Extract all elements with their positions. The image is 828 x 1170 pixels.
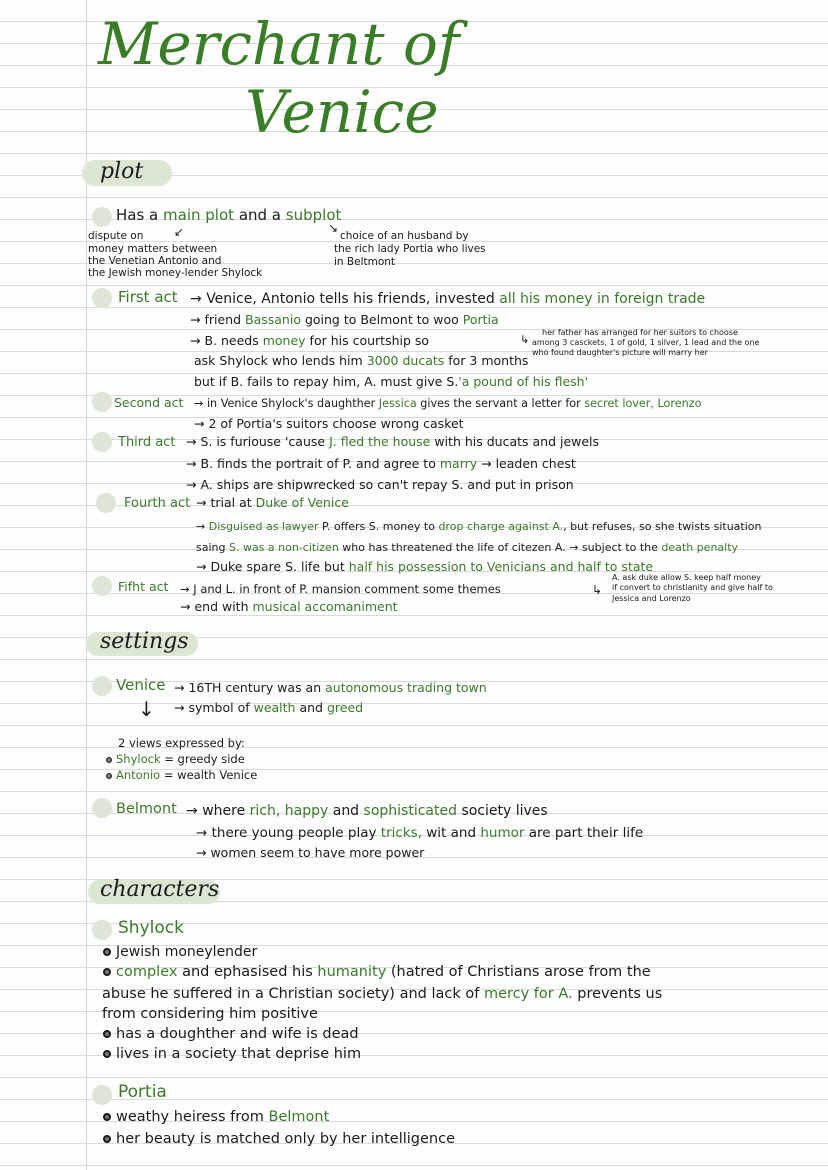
- bullet-circle: [92, 392, 112, 412]
- second-act-line-2: → 2 of Portia's suitors choose wrong casket: [194, 416, 464, 431]
- fifth-act-line-2: → end with musical accomaniment: [180, 599, 398, 614]
- portia-point-1: weathy heiress from Belmont: [116, 1109, 330, 1125]
- list-dot: [103, 968, 111, 976]
- bullet-circle: [92, 432, 112, 452]
- first-act-line-3: → B. needs money for his courtship so: [190, 333, 430, 348]
- fourth-act-note: if convert to christianity and give half to: [612, 583, 773, 592]
- arrow-down-left-icon: ↙: [174, 225, 185, 239]
- belmont-line-2: → there young people play tricks, wit and humor are part their life: [196, 825, 644, 841]
- views-label: 2 views expressed by:: [118, 736, 245, 750]
- list-dot: [103, 948, 111, 956]
- arrow-hook-icon: ↳: [592, 583, 603, 597]
- character-name-shylock: Shylock: [118, 918, 184, 938]
- fourth-act-line-2: → Disguised as lawyer P. offers S. money to drop charge against A., but refuses, so she twists situation: [196, 520, 762, 533]
- belmont-label: Belmont: [116, 801, 177, 817]
- venice-label: Venice: [116, 676, 166, 694]
- section-heading-characters: characters: [100, 877, 220, 902]
- first-act-label: First act: [118, 288, 178, 306]
- first-act-line-2: → friend Bassanio going to Belmont to woo Portia: [190, 312, 499, 327]
- bullet-circle: [96, 493, 116, 513]
- bullet-circle: [92, 1085, 112, 1105]
- first-act-note: who found daughter's picture will marry her: [532, 348, 708, 357]
- bullet-circle: [92, 676, 112, 696]
- view-antonio: Antonio = wealth Venice: [116, 768, 258, 782]
- choice-line: choice of an husband by: [340, 230, 469, 242]
- fifth-act-line-1: → J and L. in front of P. mansion comment some themes: [180, 582, 501, 596]
- bullet-circle: [92, 576, 112, 596]
- arrow-hook-icon: ↳: [520, 333, 530, 346]
- shylock-point-2-cont: abuse he suffered in a Christian society) and lack of mercy for A. prevents us: [102, 986, 663, 1002]
- belmont-line-3: → women seem to have more power: [196, 845, 425, 860]
- fourth-act-label: Fourth act: [124, 496, 191, 511]
- venice-line-2: → symbol of wealth and greed: [174, 700, 364, 715]
- page-title-line-1: Merchant of: [98, 10, 460, 78]
- list-dot: [103, 1113, 111, 1121]
- fifth-act-label: Fifht act: [118, 579, 169, 594]
- arrow-down-right-icon: ↘: [328, 221, 339, 235]
- third-act-line-3: → A. ships are shipwrecked so can't repay S. and put in prison: [186, 477, 574, 492]
- choice-line: in Beltmont: [334, 256, 396, 268]
- fourth-act-note: A. ask duke allow S. keep half money: [612, 573, 761, 582]
- third-act-line-2: → B. finds the portrait of P. and agree to marry → leaden chest: [186, 456, 576, 471]
- second-act-line-1: → in Venice Shylock's daughther Jessica gives the servant a letter for secret lover, Lorenzo: [194, 397, 702, 410]
- shylock-point-3: has a doughther and wife is dead: [116, 1026, 359, 1042]
- second-act-label: Second act: [114, 395, 184, 410]
- list-dot: [106, 757, 112, 763]
- dispute-line: the Jewish money-lender Shylock: [88, 267, 263, 279]
- dispute-line: money matters between: [88, 243, 218, 255]
- dispute-line: the Venetian Antonio and: [88, 255, 222, 267]
- shylock-point-2: complex and ephasised his humanity (hatred of Christians arose from the: [116, 964, 651, 980]
- bullet-circle: [92, 207, 112, 227]
- shylock-point-1: Jewish moneylender: [116, 944, 258, 960]
- bullet-circle: [92, 798, 112, 818]
- belmont-line-1: → where rich, happy and sophisticated society lives: [186, 803, 548, 819]
- list-dot: [103, 1135, 111, 1143]
- dispute-label: dispute on: [88, 230, 144, 242]
- view-shylock: Shylock = greedy side: [116, 752, 245, 766]
- bullet-circle: [92, 288, 112, 308]
- fourth-act-note: Jessica and Lorenzo: [612, 594, 691, 603]
- fourth-act-line-1: → trial at Duke of Venice: [196, 495, 349, 510]
- section-heading-plot: plot: [100, 159, 144, 184]
- list-dot: [103, 1050, 111, 1058]
- list-dot: [103, 1030, 111, 1038]
- first-act-line-1: → Venice, Antonio tells his friends, invested all his money in foreign trade: [190, 291, 706, 307]
- first-act-line-5: but if B. fails to repay him, A. must give S.'a pound of his flesh': [194, 374, 589, 389]
- first-act-line-4: ask Shylock who lends him 3000 ducats for 3 months: [194, 353, 529, 368]
- fourth-act-line-4: → Duke spare S. life but half his possession to Venicians and half to state: [196, 559, 654, 574]
- first-act-note: among 3 casckets, 1 of gold, 1 silver, 1 lead and the one: [532, 338, 760, 347]
- shylock-point-2-cont: from considering him positive: [102, 1006, 318, 1022]
- portia-point-2: her beauty is matched only by her intelligence: [116, 1131, 456, 1147]
- page-title-line-2: Venice: [245, 78, 439, 146]
- bullet-circle: [92, 920, 112, 940]
- plot-intro: Has a main plot and a subplot: [116, 206, 342, 224]
- third-act-label: Third act: [118, 435, 176, 450]
- shylock-point-4: lives in a society that deprise him: [116, 1046, 362, 1062]
- arrow-down-icon: ↓: [138, 697, 155, 721]
- venice-line-1: → 16TH century was an autonomous trading town: [174, 680, 487, 695]
- fourth-act-line-3: saing S. was a non-citizen who has threatened the life of citezen A. → subject to the death penalty: [196, 541, 739, 554]
- choice-line: the rich lady Portia who lives: [334, 243, 486, 255]
- first-act-note: her father has arranged for her suitors to choose: [542, 328, 738, 337]
- section-heading-settings: settings: [100, 629, 189, 654]
- character-name-portia: Portia: [118, 1082, 167, 1102]
- third-act-line-1: → S. is furiouse 'cause J. fled the house with his ducats and jewels: [186, 434, 600, 449]
- list-dot: [106, 773, 112, 779]
